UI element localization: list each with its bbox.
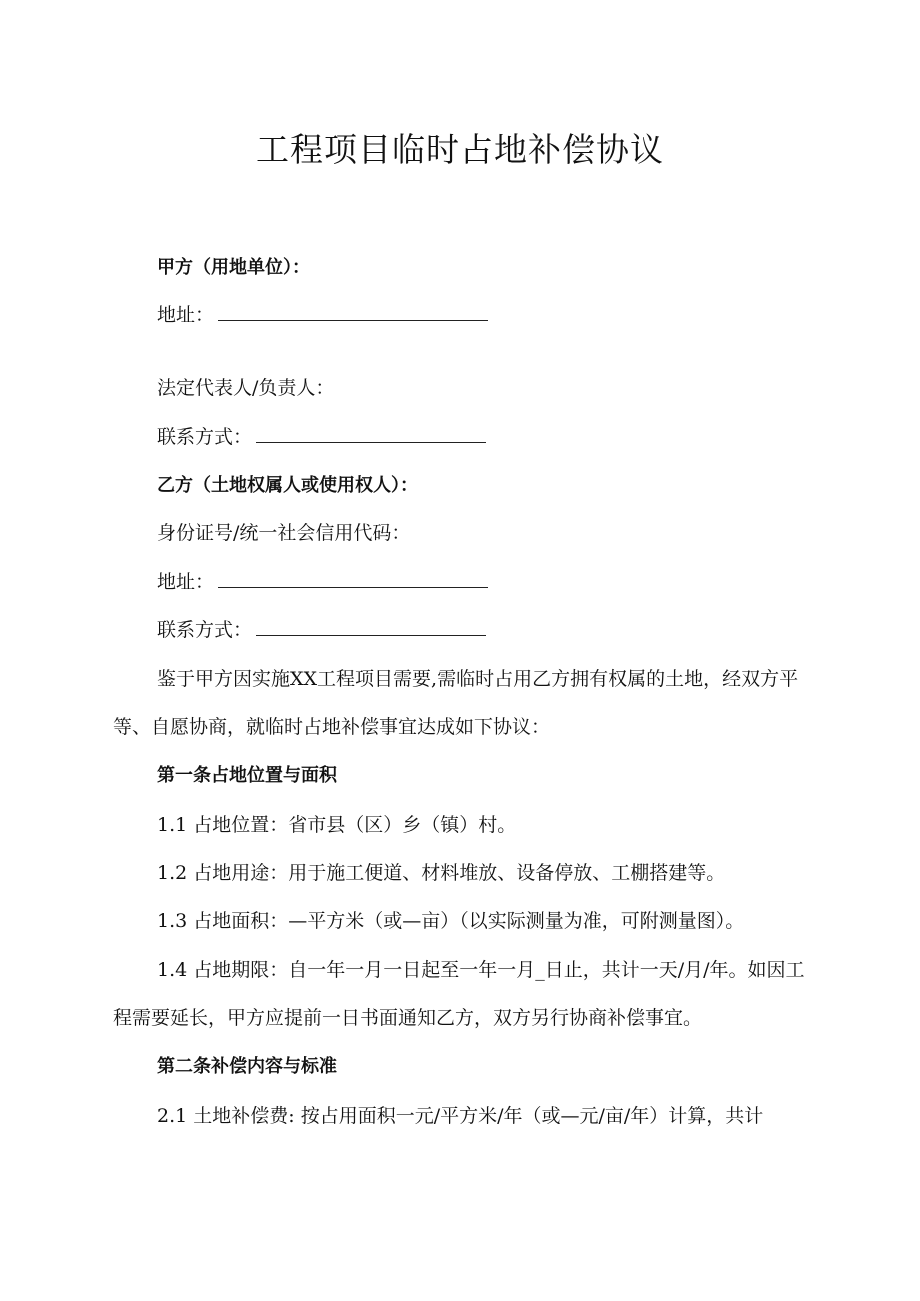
party-b-address-row — [157, 573, 488, 592]
party-b-contact-blank — [256, 634, 486, 636]
article-2-item-1: 2.1 土地补偿费: 按占用面积一元/平方米/年（或—元/亩/年）计算，共计 — [157, 1105, 764, 1127]
article-1-heading: 第一条占地位置与面积 — [157, 765, 337, 786]
article-1-item-1: 1.1 占地位置：省市县（区）乡（镇）村。 — [157, 814, 517, 836]
article-1-item-3: 1.3 占地面积：—平方米（或—亩）（以实际测量为准，可附测量图）。 — [157, 910, 745, 932]
preamble-paragraph: 鉴于甲方因实施XX工程项目需要,需临时占用乙方拥有权属的土地，经双方平等、自愿协商，就临时占地补偿事宜达成如下协议： — [113, 668, 799, 738]
party-b-address-blank — [218, 586, 488, 588]
party-b-address-label: 地址： — [157, 571, 215, 593]
document-title: 工程项目临时占地补偿协议 — [256, 130, 664, 169]
party-b-contact-label: 联系方式： — [157, 619, 253, 641]
party-a-contact-blank — [256, 441, 486, 443]
article-1-item-2: 1.2 占地用途：用于施工便道、材料堆放、设备停放、工棚搭建等。 — [157, 862, 726, 884]
party-b-id-label: 身份证号/统一社会信用代码： — [157, 522, 411, 544]
party-b-heading: 乙方（土地权属人或使用权人）： — [157, 475, 418, 496]
article-2-heading: 第二条补偿内容与标准 — [157, 1056, 337, 1077]
party-a-contact-row — [157, 428, 486, 447]
party-a-address-label: 地址： — [157, 304, 215, 326]
article-1-item-4: 1.4 占地期限：自一年一月一日起至一年一月_日止，共计一天/月/年。如因工程需要延长，甲方应提前一日书面通知乙方，双方另行协商补偿事宜。 — [113, 959, 805, 1029]
party-a-contact-label: 联系方式： — [157, 426, 253, 448]
party-a-address-row — [157, 306, 488, 325]
party-a-representative-label: 法定代表人/负责人： — [157, 377, 335, 399]
party-a-address-blank — [218, 319, 488, 321]
party-a-heading: 甲方（用地单位）： — [157, 257, 310, 278]
party-b-contact-row — [157, 621, 486, 640]
